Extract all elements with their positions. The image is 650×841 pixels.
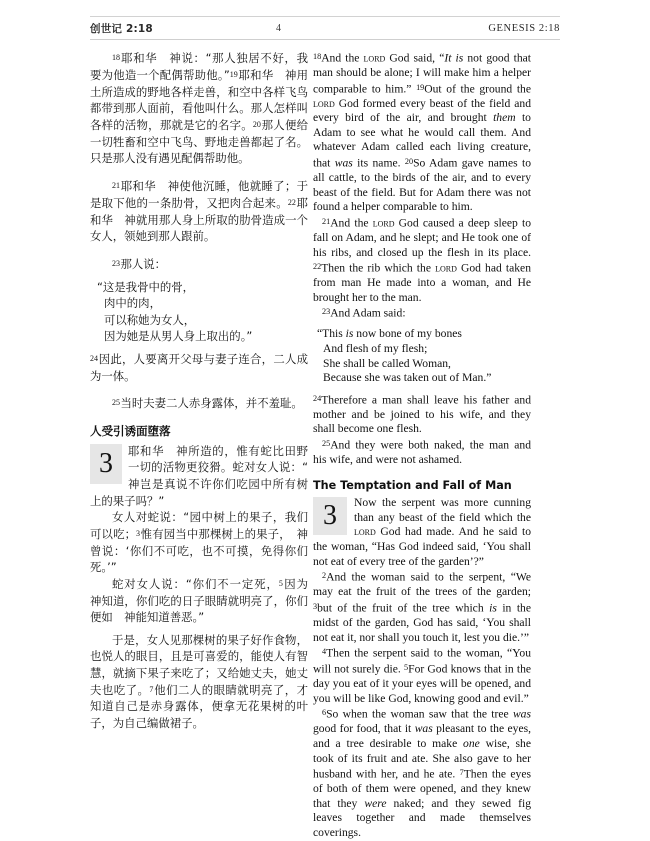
header-rule-bottom xyxy=(90,39,560,40)
english-paragraph xyxy=(313,645,531,706)
english-chapter-block xyxy=(313,496,531,840)
verse-text: So when the woman saw that the tree xyxy=(326,707,513,721)
english-paragraph xyxy=(313,305,531,321)
verse-text: not good that man should be alone; I will make him a helper comparable to him.” xyxy=(313,51,531,96)
chinese-paragraph xyxy=(90,50,308,167)
verse-text: God had made. And he said to the woman, “Has God indeed said, ‘You shall not eat of every tree of the garden’?” xyxy=(313,525,531,568)
verse-text: “This xyxy=(317,327,346,341)
verse-number: 19 xyxy=(416,82,425,92)
verse-text: 耶和华 神用土所造成的野地各样走兽，和空中各样飞鸟都带到那人面前，看他叫什么。那人怎样叫各样的活物，那就是它的名字。 xyxy=(90,68,308,133)
verse-number: 18 xyxy=(112,53,120,62)
chinese-paragraph xyxy=(90,632,308,732)
verse-text: And the woman said to the serpent, “We may eat the fruit of the trees of the garden; xyxy=(313,570,531,599)
verse-text: to Adam to see what he would call them. And whatever Adam called each living creature, that xyxy=(313,111,531,170)
verse-number: 22 xyxy=(287,197,296,207)
verse-number: 18 xyxy=(313,52,322,61)
verse-text: 耶和华 神所造的，惟有蛇比田野一切的活物更狡猾。蛇对女人说：“ 神岂是真说不许你们吃园中所有树上的果子吗？” xyxy=(90,443,320,508)
verse-text: She shall be called Woman, xyxy=(323,356,451,370)
verse-number: 21 xyxy=(322,216,331,226)
verse-text: God formed every beast of the field and every bird of the air, and brought xyxy=(313,96,531,125)
poetry-line xyxy=(323,371,531,386)
verse-text: 蛇对女人说：“你们不一定死， xyxy=(112,576,279,591)
poetry-line: 因为她是从男人身上取出的。” xyxy=(104,329,253,344)
italic-text: is xyxy=(345,327,354,341)
verse-text: God said, “ xyxy=(385,51,445,65)
paragraph-gap xyxy=(90,245,308,256)
divine-name: lord xyxy=(313,96,335,110)
verse-number: 7 xyxy=(149,684,154,694)
english-paragraph xyxy=(313,706,531,840)
verse-text: God had taken from man He made into a woman, and He brought her to the man. xyxy=(313,261,531,304)
italic-text: is xyxy=(489,601,497,615)
verse-text: 他们二人的眼睛就明亮了，才知道自己是赤身露体，便拿无花果树的叶子，为自己编做裙子。 xyxy=(90,682,308,730)
verse-text: 当时夫妻二人赤身露体，并不羞耻。 xyxy=(120,396,303,411)
chinese-paragraph xyxy=(90,509,308,576)
page-number: 4 xyxy=(276,22,281,34)
verse-text: 女人对蛇说：“园中树上的果子，我们可以吃； xyxy=(90,510,308,541)
verse-text: 惟有园当中那棵树上的果子， 神曾说：‘你们不可吃，也不可摸，免得你们死。’” xyxy=(90,526,308,575)
verse-text: 因此，人要离开父母与妻子连合，二人成为一体。 xyxy=(90,352,308,383)
italic-text: was xyxy=(414,722,433,736)
chinese-paragraph xyxy=(90,576,320,626)
verse-number: 25 xyxy=(322,439,331,449)
paragraph-gap xyxy=(90,384,308,395)
verse-text: but of the fruit of the tree which xyxy=(317,601,490,615)
verse-number: 3 xyxy=(313,601,318,611)
verse-text: Now the serpent was more cunning than any beast of the field which the xyxy=(354,496,531,524)
verse-text: naked; and they sewed fig leaves together and made themselves coverings. xyxy=(313,796,531,840)
divine-name: lord xyxy=(354,525,376,539)
verse-number: 19 xyxy=(229,69,238,79)
verse-text: Then the rib which the xyxy=(321,261,436,275)
english-column xyxy=(313,50,531,841)
verse-text: Out of the ground the xyxy=(424,82,531,96)
verse-text: 那人说： xyxy=(120,256,167,271)
verse-text: Then the eyes of both of them were opened, and they knew that they xyxy=(313,767,531,810)
poetry-line xyxy=(323,357,531,372)
verse-text: For God knows that in the day you eat of it your eyes will be opened, and you will be like God, knowing good and evil.” xyxy=(313,662,532,705)
verse-number: 7 xyxy=(459,768,464,778)
verse-text: 耶和华 神说：“那人独居不好，我要为他造一个配偶帮助他。” xyxy=(90,51,308,83)
verse-number: 5 xyxy=(278,578,283,588)
verse-number: 4 xyxy=(322,647,327,657)
verse-number: 6 xyxy=(322,708,327,718)
chinese-paragraph xyxy=(90,443,320,509)
verse-text: Therefore a man shall leave his father and mother and be joined to his wife, and they shall become one flesh. xyxy=(313,393,531,436)
verse-text: So Adam gave names to all cattle, to the birds of the air, and to every beast of the field. But for Adam there was not found a helper comparable to him. xyxy=(313,156,531,214)
italic-text: was xyxy=(512,707,531,721)
english-paragraph xyxy=(313,215,531,305)
english-paragraph xyxy=(313,50,531,215)
verse-number: 24 xyxy=(90,353,98,363)
verse-text: And the xyxy=(321,51,364,65)
verse-text: in the midst of the garden, God has said, ‘You shall not eat it, nor shall you touch it, lest you die.’” xyxy=(313,601,531,644)
italic-text: It is xyxy=(444,51,464,65)
verse-number: 21 xyxy=(112,180,120,190)
english-paragraph xyxy=(313,569,531,645)
verse-text: pleasant to the eyes, and a tree desirable to make xyxy=(313,722,531,751)
verse-number: 2 xyxy=(322,571,327,581)
divine-name: lord xyxy=(363,51,386,65)
verse-number: 23 xyxy=(112,258,120,268)
verse-text: wise, she took of its fruit and ate. She also gave to her husband with her, and he ate. xyxy=(313,737,532,781)
verse-text: And they were both naked, the man and his wife, and were not ashamed. xyxy=(313,438,531,467)
chinese-section-heading: 人受引诱面堕落 xyxy=(90,424,171,439)
poetry-line xyxy=(317,327,531,342)
chinese-poetry-block xyxy=(90,279,308,345)
verse-number: 3 xyxy=(136,528,141,538)
chinese-paragraph xyxy=(90,178,308,245)
verse-text: Then the serpent said to the woman, “You will not surely die. xyxy=(313,646,531,676)
chinese-paragraph xyxy=(90,351,308,384)
verse-text: 于是，女人见那棵树的果子好作食物，也悦人的眼目，且是可喜爱的，能使人有智慧，就摘下果子来吃了；又给她丈夫，她丈夫也吃了。 xyxy=(90,632,308,697)
paragraph-gap xyxy=(90,167,308,178)
verse-number: 22 xyxy=(313,262,322,272)
verse-text: And Adam said: xyxy=(330,306,406,320)
italic-text: was xyxy=(334,156,353,170)
verse-number: 5 xyxy=(404,663,409,673)
poetry-line xyxy=(323,342,531,357)
chinese-column xyxy=(90,50,320,732)
italic-text: one xyxy=(463,737,480,751)
verse-text: its name. xyxy=(352,156,405,170)
english-paragraph xyxy=(313,437,531,468)
verse-number: 20 xyxy=(404,157,414,167)
divine-name: lord xyxy=(435,261,457,275)
paragraph-gap xyxy=(90,412,308,423)
verse-text: And the xyxy=(330,216,373,230)
english-paragraph xyxy=(313,392,531,437)
verse-number: 20 xyxy=(252,119,261,129)
verse-text: good for food, that it xyxy=(313,722,415,736)
header-rule-top xyxy=(90,16,560,17)
verse-text: 耶和华 神就用那人身上所取的肋骨造成一个女人，领她到那人跟前。 xyxy=(90,195,308,244)
verse-text: 因为 神知道，你们吃的日子眼睛就明亮了，你们便如 神能知道善恶。” xyxy=(90,576,320,625)
running-header xyxy=(90,16,560,40)
verse-text: 那人便给一切牲畜和空中飞鸟、野地走兽都起了名。只是那人没有遇见配偶帮助他。 xyxy=(90,118,308,166)
header-english-reference: GENESIS 2:18 xyxy=(488,22,560,34)
chinese-paragraph xyxy=(90,395,308,412)
english-chapter-dropcap: 3 xyxy=(313,497,347,535)
poetry-line: 可以称她为女人， xyxy=(104,312,196,327)
english-section-heading: The Temptation and Fall of Man xyxy=(313,478,512,492)
verse-text: And flesh of my flesh; xyxy=(323,342,428,355)
verse-number: 23 xyxy=(322,307,331,317)
verse-number: 25 xyxy=(112,398,120,408)
verse-text: 耶和华 神使他沉睡，他就睡了；于是取下他的一条肋骨，又把肉合起来。 xyxy=(90,179,308,210)
english-poetry-block xyxy=(313,327,531,385)
poetry-line: “这是我骨中的骨， xyxy=(97,279,195,294)
italic-text: them xyxy=(493,111,516,125)
verse-text: God caused a deep sleep to fall on Adam, and he slept; and He took one of his ribs, and closed up the flesh in its place. xyxy=(313,216,531,259)
header-chinese-reference: 创世记 2:18 xyxy=(90,22,153,35)
verse-text: Because she was taken out of Man.” xyxy=(323,371,492,385)
chinese-chapter-block xyxy=(90,443,320,732)
verse-text: now bone of my bones xyxy=(353,327,462,341)
paragraph-gap xyxy=(313,468,531,479)
chinese-paragraph xyxy=(90,256,308,273)
divine-name: lord xyxy=(372,216,395,230)
poetry-line: 肉中的肉， xyxy=(104,296,161,311)
italic-text: were xyxy=(364,796,387,810)
verse-number: 24 xyxy=(313,393,322,403)
chinese-chapter-dropcap: 3 xyxy=(90,444,122,484)
